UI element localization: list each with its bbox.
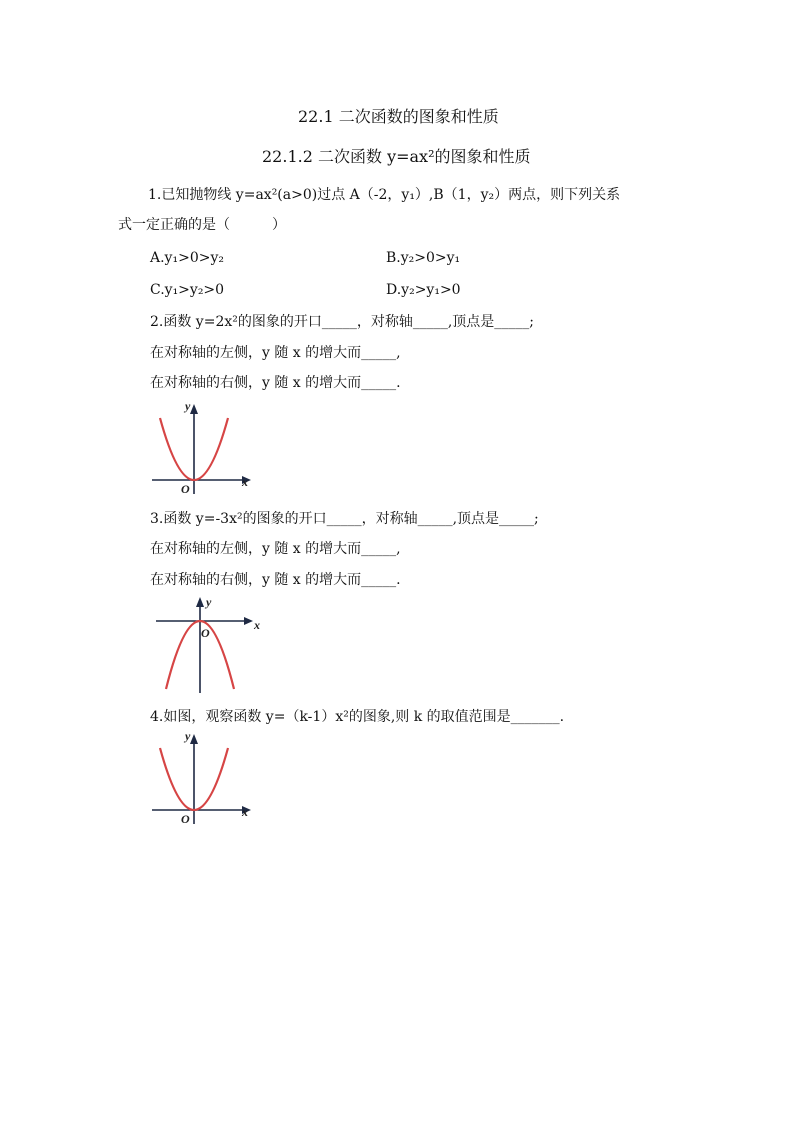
- x-axis-label: x: [242, 805, 248, 819]
- q1-option-c: C.y₁>y₂>0: [150, 282, 225, 298]
- q1-option-d: D.y₂>y₁>0: [386, 282, 461, 298]
- q2-left-side: 在对称轴的左侧，y 随 x 的增大而_____,: [150, 345, 401, 361]
- x-axis-label: x: [254, 618, 260, 632]
- q2-right-side: 在对称轴的右侧，y 随 x 的增大而_____.: [150, 375, 401, 391]
- q1-stem-line1: 1.已知抛物线 y=ax²(a>0)过点 A（-2，y₁）,B（1，y₂）两点，则下列关系: [148, 187, 621, 203]
- title-section: 22.1 二次函数的图象和性质: [298, 107, 499, 126]
- y-axis-arrow-icon: [190, 404, 198, 414]
- y-axis-label: y: [185, 399, 191, 413]
- q2-stem: 2.函数 y=2x²的图象的开口_____，对称轴_____,顶点是_____;: [150, 314, 535, 330]
- origin-label: O: [181, 812, 190, 826]
- graph-upward-parabola-q4: [148, 730, 258, 826]
- y-axis-label: y: [185, 729, 191, 743]
- graph-upward-parabola-q2: [148, 400, 258, 496]
- x-axis-arrow-icon: [244, 617, 253, 625]
- q1-option-a: A.y₁>0>y₂: [150, 250, 224, 266]
- title-subsection: 22.1.2 二次函数 y=ax²的图象和性质: [262, 147, 531, 166]
- q3-right-side: 在对称轴的右侧，y 随 x 的增大而_____.: [150, 572, 401, 588]
- y-axis-label: y: [206, 595, 212, 609]
- origin-label: O: [201, 626, 210, 640]
- q1-option-b: B.y₂>0>y₁: [386, 250, 461, 266]
- y-axis-arrow-icon: [196, 597, 204, 607]
- q3-stem: 3.函数 y=-3x²的图象的开口_____，对称轴_____,顶点是_____;: [150, 511, 539, 527]
- q1-stem-line2: 式一定正确的是（ ）: [118, 217, 286, 233]
- y-axis-arrow-icon: [190, 734, 198, 744]
- q3-left-side: 在对称轴的左侧，y 随 x 的增大而_____,: [150, 541, 401, 557]
- origin-label: O: [181, 482, 190, 496]
- graph-downward-parabola-q3: [152, 593, 272, 697]
- x-axis-label: x: [242, 475, 248, 489]
- q4-stem: 4.如图，观察函数 y=（k-1）x²的图象,则 k 的取值范围是_______.: [150, 709, 565, 725]
